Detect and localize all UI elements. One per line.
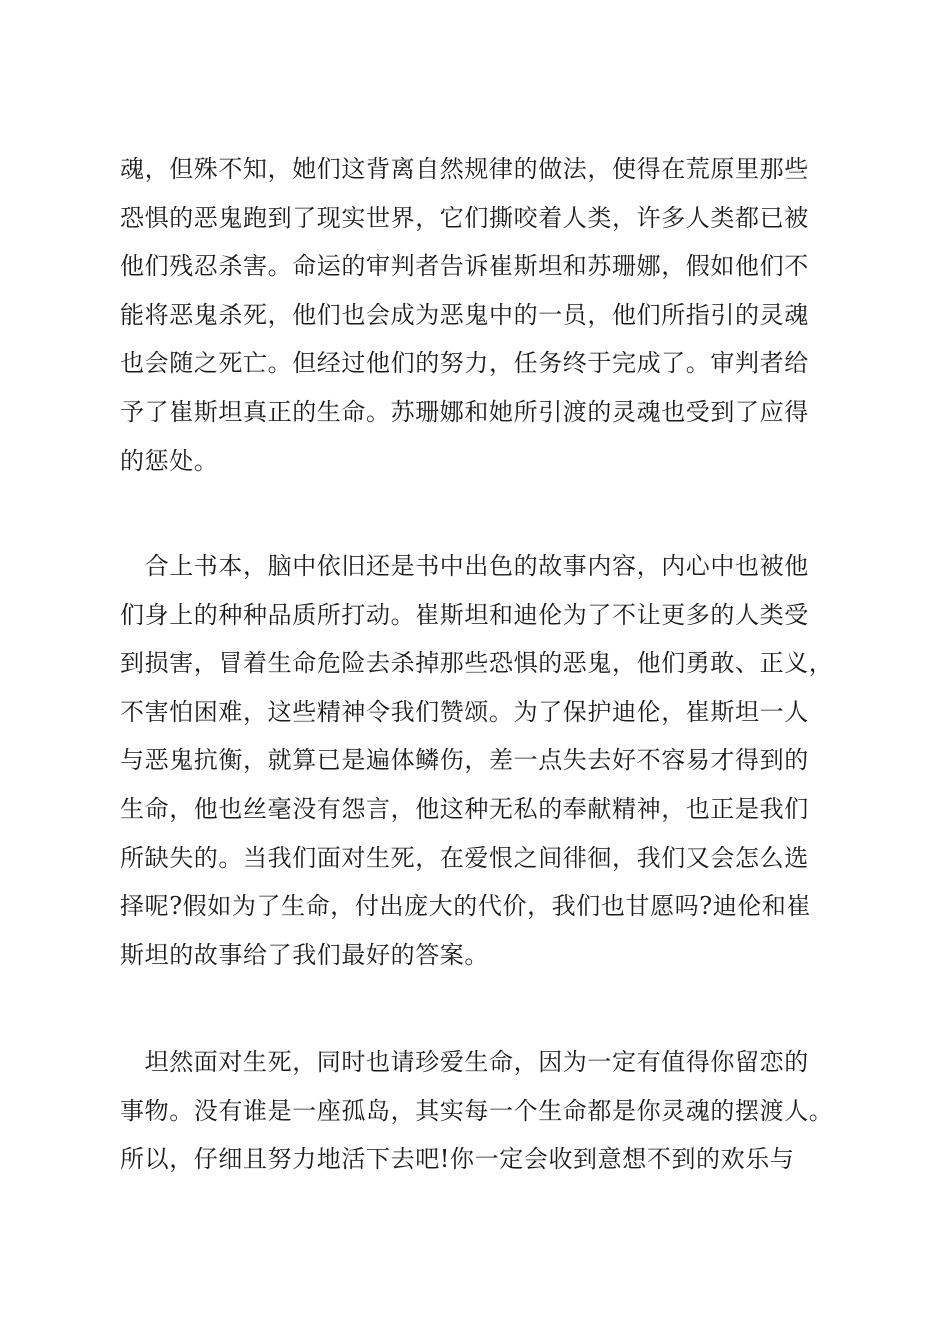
text-line: 也会随之死亡。但经过他们的努力，任务终于完成了。审判者给 <box>120 349 809 378</box>
text-line: 们身上的种种品质所打动。崔斯坦和迪伦为了不让更多的人类受 <box>120 600 809 629</box>
text-line: 坦然面对生死，同时也请珍爱生命，因为一定有值得你留恋的 <box>120 1048 809 1076</box>
text-line: 的惩处。 <box>120 446 219 475</box>
text-line: 合上书本，脑中依旧还是书中出色的故事内容，内心中也被他 <box>120 552 809 580</box>
paragraph-1 <box>120 145 840 485</box>
text-line: 与恶鬼抗衡，就算已是遍体鳞伤，差一点失去好不容易才得到的 <box>120 746 809 775</box>
text-line: 斯坦的故事给了我们最好的答案。 <box>120 940 489 969</box>
text-line: 不害怕困难，这些精神令我们赞颂。为了保护迪伦，崔斯坦一人 <box>120 697 809 726</box>
text-line: 所缺失的。当我们面对生死，在爱恨之间徘徊，我们又会怎么选 <box>120 843 809 872</box>
text-line: 能将恶鬼杀死，他们也会成为恶鬼中的一员，他们所指引的灵魂 <box>120 300 809 329</box>
text-line: 所以，仔细且努力地活下去吧!你一定会收到意想不到的欢乐与 <box>120 1145 795 1174</box>
text-line: 予了崔斯坦真正的生命。苏珊娜和她所引渡的灵魂也受到了应得 <box>120 397 809 426</box>
paragraph-2 <box>120 542 840 979</box>
text-line: 魂，但殊不知，她们这背离自然规律的做法，使得在荒原里那些 <box>120 155 809 183</box>
text-line: 择呢?假如为了生命，付出庞大的代价，我们也甘愿吗?迪伦和崔 <box>120 892 812 921</box>
text-line: 事物。没有谁是一座孤岛，其实每一个生命都是你灵魂的摆渡人。 <box>120 1096 834 1125</box>
paragraph-3 <box>120 1038 840 1184</box>
text-line: 生命，他也丝毫没有怨言，他这种无私的奉献精神，也正是我们 <box>120 794 809 823</box>
text-line: 他们残忍杀害。命运的审判者告诉崔斯坦和苏珊娜，假如他们不 <box>120 252 809 281</box>
text-line: 恐惧的恶鬼跑到了现实世界，它们撕咬着人类，许多人类都已被 <box>120 203 809 232</box>
text-line: 到损害，冒着生命危险去杀掉那些恐惧的恶鬼，他们勇敢、正义， <box>120 649 834 678</box>
